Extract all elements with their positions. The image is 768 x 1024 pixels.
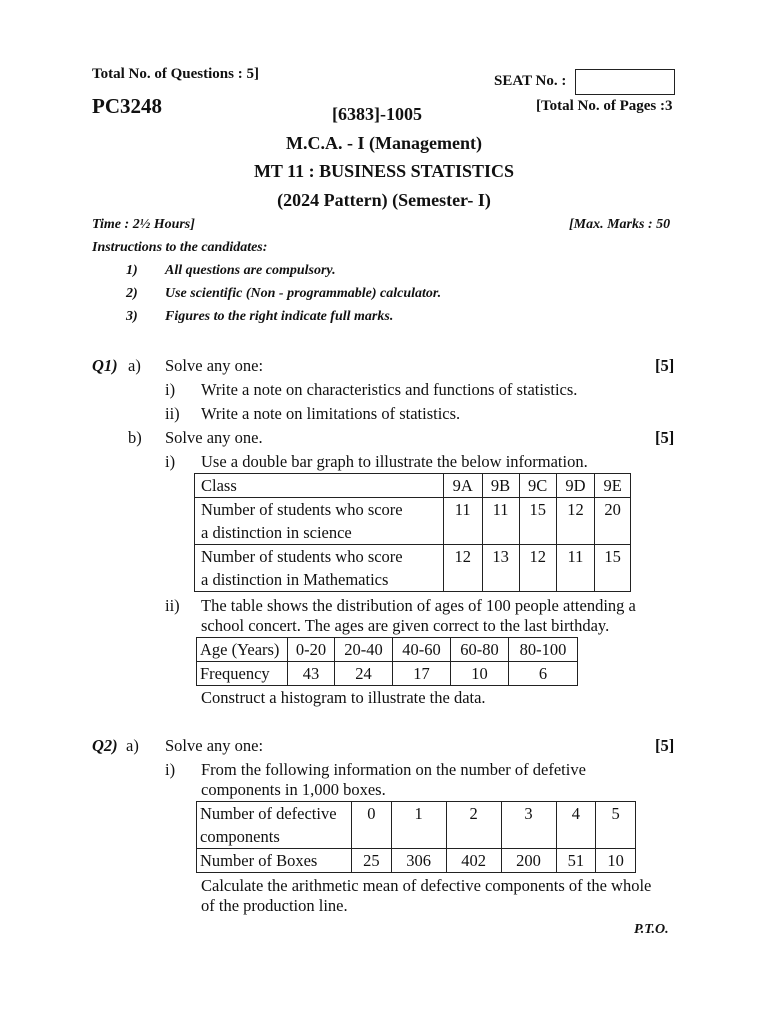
instructions-heading: Instructions to the candidates: — [92, 240, 268, 255]
table-header-cell: 9B — [482, 474, 519, 498]
table-cell: 51 — [556, 849, 596, 873]
row-label-line: Number of students who score — [201, 547, 403, 566]
table-cell: 20-40 — [335, 638, 393, 662]
table-cell: 60-80 — [451, 638, 509, 662]
table-row — [195, 474, 631, 498]
instruction-num: 2) — [126, 286, 138, 301]
class-distinction-table — [194, 473, 631, 592]
pattern-title: (2024 Pattern) (Semester- I) — [277, 190, 491, 210]
sub-text: Use a double bar graph to illustrate the below information. — [201, 452, 588, 471]
marks: [5] — [655, 356, 675, 375]
paper-code: PC3248 — [92, 94, 162, 118]
table-row-label — [195, 545, 444, 592]
sub-num: i) — [165, 380, 176, 399]
instruction-text: Figures to the right indicate full marks. — [165, 309, 394, 324]
row-label-line: Number of students who score — [201, 500, 403, 519]
row-label-line: a distinction in science — [201, 523, 352, 542]
question-label: Q1) — [92, 356, 118, 375]
table-cell: 1 — [391, 802, 446, 849]
total-questions: Total No. of Questions : 5] — [92, 66, 259, 82]
table-row-label — [197, 802, 352, 849]
sub-text: The table shows the distribution of ages of 100 people attending a — [201, 596, 636, 615]
table-cell: 306 — [391, 849, 446, 873]
sub-num: ii) — [165, 596, 180, 615]
table-row — [197, 662, 578, 686]
table-cell: 4 — [556, 802, 596, 849]
table-header-cell: 9A — [444, 474, 483, 498]
sub-text: Calculate the arithmetic mean of defective components of the whole — [201, 876, 652, 895]
defective-components-table — [196, 801, 636, 873]
table-cell: 12 — [556, 498, 595, 545]
sub-text: Write a note on characteristics and functions of statistics. — [201, 380, 578, 399]
table-cell: 402 — [446, 849, 501, 873]
table-cell: 5 — [596, 802, 636, 849]
table-cell: 3 — [501, 802, 556, 849]
marks: [5] — [655, 428, 675, 447]
table-cell: 24 — [335, 662, 393, 686]
table-header-cell: Class — [195, 474, 444, 498]
total-pages: [Total No. of Pages :3 — [536, 98, 673, 114]
marks: [5] — [655, 736, 675, 755]
table-row-label: Frequency — [197, 662, 288, 686]
row-label-line: Number of defective — [200, 804, 337, 823]
table-cell: 15 — [519, 498, 556, 545]
table-row — [197, 849, 636, 873]
sub-text: components in 1,000 boxes. — [201, 780, 386, 799]
sub-num: ii) — [165, 404, 180, 423]
sub-text: school concert. The ages are given correct to the last birthday. — [201, 616, 610, 635]
table-row-label: Number of Boxes — [197, 849, 352, 873]
table-cell: 200 — [501, 849, 556, 873]
table-cell: 20 — [595, 498, 631, 545]
table-cell: 6 — [509, 662, 578, 686]
instruction-num: 3) — [126, 309, 138, 324]
row-label-line: components — [200, 827, 280, 846]
table-row — [195, 498, 631, 545]
row-label-line: a distinction in Mathematics — [201, 570, 389, 589]
part-prompt: Solve any one: — [165, 356, 264, 375]
table-cell: 10 — [451, 662, 509, 686]
table-header-cell: 9C — [519, 474, 556, 498]
table-cell: 11 — [444, 498, 483, 545]
table-cell: 40-60 — [393, 638, 451, 662]
table-cell: 13 — [482, 545, 519, 592]
seat-no-box[interactable] — [575, 69, 675, 95]
table-cell: 2 — [446, 802, 501, 849]
table-cell: 12 — [444, 545, 483, 592]
sub-num: i) — [165, 452, 176, 471]
table-cell: 11 — [482, 498, 519, 545]
sub-text: Write a note on limitations of statistics. — [201, 404, 461, 423]
time-label: Time : 2½ Hours] — [92, 217, 195, 232]
table-header-cell: 9D — [556, 474, 595, 498]
table-cell: 15 — [595, 545, 631, 592]
table-cell: 10 — [596, 849, 636, 873]
sub-text: From the following information on the number of defetive — [201, 760, 586, 779]
exam-code: [6383]-1005 — [332, 104, 422, 124]
instruction-num: 1) — [126, 263, 138, 278]
sub-text: of the production line. — [201, 896, 348, 915]
table-cell: 25 — [352, 849, 392, 873]
max-marks-label: [Max. Marks : 50 — [569, 217, 671, 232]
part-letter: a) — [126, 736, 139, 755]
table-cell: 0-20 — [288, 638, 335, 662]
table-row — [197, 802, 636, 849]
seat-no-label: SEAT No. : — [494, 73, 567, 89]
sub-num: i) — [165, 760, 176, 779]
table-row-label: Age (Years) — [197, 638, 288, 662]
pto-label: P.T.O. — [634, 922, 669, 937]
sub-text: Construct a histogram to illustrate the data. — [201, 688, 486, 707]
table-row-label — [195, 498, 444, 545]
table-cell: 80-100 — [509, 638, 578, 662]
instruction-text: Use scientific (Non - programmable) calculator. — [165, 286, 442, 301]
table-cell: 43 — [288, 662, 335, 686]
part-letter: a) — [128, 356, 141, 375]
part-letter: b) — [128, 428, 142, 447]
table-header-cell: 9E — [595, 474, 631, 498]
table-row — [195, 545, 631, 592]
part-prompt: Solve any one: — [165, 736, 264, 755]
course-title: M.C.A. - I (Management) — [286, 133, 482, 153]
part-prompt: Solve any one. — [165, 428, 263, 447]
table-row — [197, 638, 578, 662]
question-label: Q2) — [92, 736, 118, 755]
table-cell: 11 — [556, 545, 595, 592]
instruction-text: All questions are compulsory. — [165, 263, 336, 278]
subject-title: MT 11 : BUSINESS STATISTICS — [253, 161, 515, 181]
table-cell: 12 — [519, 545, 556, 592]
table-cell: 0 — [352, 802, 392, 849]
table-cell: 17 — [393, 662, 451, 686]
age-frequency-table — [196, 637, 578, 686]
